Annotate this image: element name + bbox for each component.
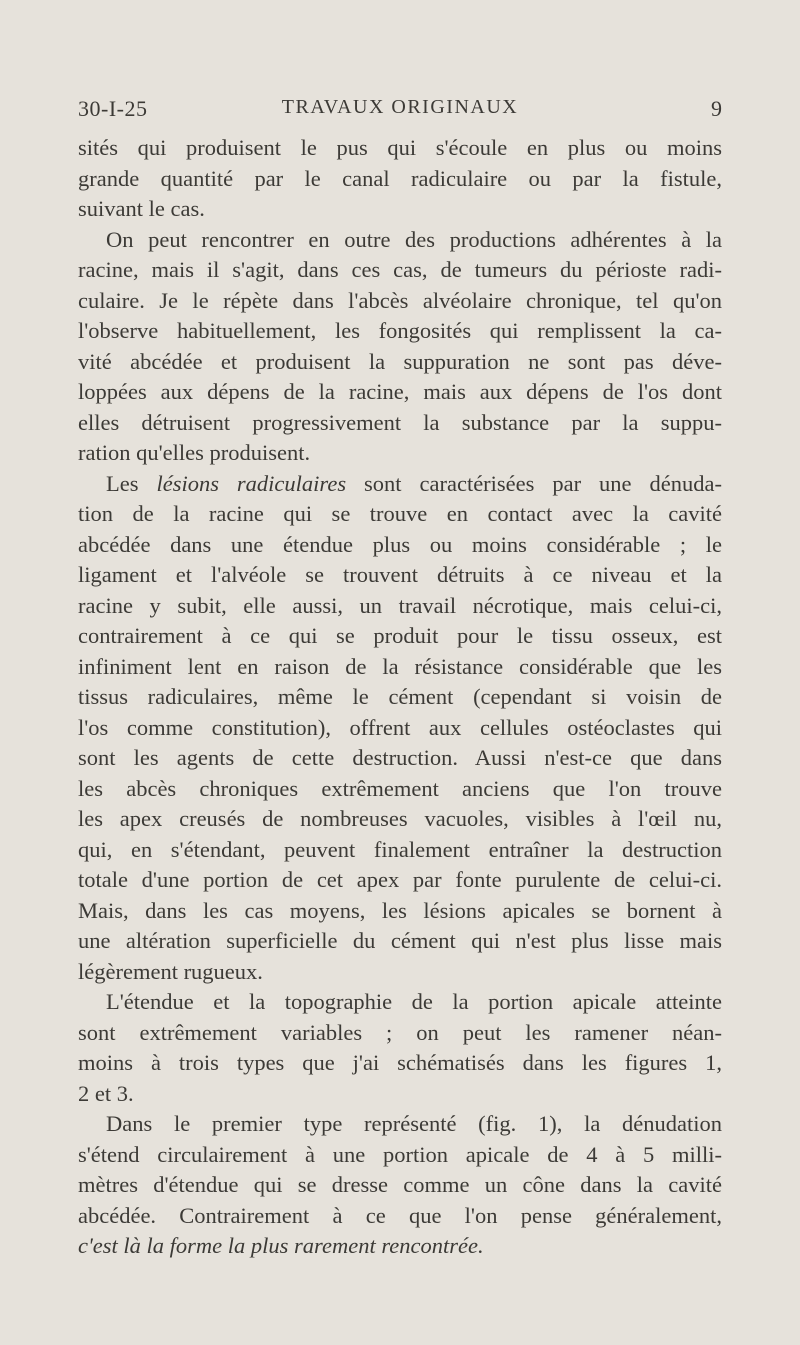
text-line: elles détruisent progressivement la substance par la suppu- xyxy=(78,409,722,435)
text-line: l'os comme constitution), offrent aux cellules ostéoclastes qui xyxy=(78,714,722,740)
text-line: ligament et l'alvéole se trouvent détruits à ce niveau et la xyxy=(78,562,722,587)
text-line: vité abcédée et produisent la suppuration ne sont pas déve- xyxy=(78,348,722,374)
text-line: qui, en s'étendant, peuvent finalement entraîner la destruction xyxy=(78,836,722,862)
text-line: suivant le cas. xyxy=(78,196,205,221)
text-line: ration qu'elles produisent. xyxy=(78,440,311,465)
text-line: tion de la racine qui se trouve en contact avec la cavité xyxy=(78,501,722,526)
page-number: 9 xyxy=(711,96,722,121)
text-line: contrairement à ce qui se produit pour le tissu osseux, est xyxy=(78,623,722,648)
header-title: TRAVAUX ORIGINAUX xyxy=(281,96,519,118)
text-line: racine y subit, elle aussi, un travail nécrotique, mais celui-ci, xyxy=(78,592,722,618)
text-line: L'étendue et la topographie de la portion apicale atteinte xyxy=(106,989,722,1014)
text-line: infiniment lent en raison de la résistance considérable que les xyxy=(78,653,722,679)
text-line: culaire. Je le répète dans l'abcès alvéolaire chronique, tel qu'on xyxy=(78,287,722,313)
text-line: 2 et 3. xyxy=(78,1080,134,1106)
text-line: mètres d'étendue qui se dresse comme un cône dans la cavité xyxy=(78,1172,722,1197)
text-line: racine, mais il s'agit, dans ces cas, de tumeurs du périoste radi- xyxy=(78,257,722,282)
text-line: s'étend circulairement à une portion apicale de 4 à 5 milli- xyxy=(78,1141,722,1167)
text-line: sont extrêmement variables ; on peut les ramener néan- xyxy=(78,1019,722,1045)
text-line: légèrement rugueux. xyxy=(78,958,263,984)
header-date: 30-I-25 xyxy=(78,96,148,121)
italic-term: lésions radiculaires xyxy=(156,470,347,496)
text-line: Dans le premier type représenté (fig. 1), la dénudation xyxy=(106,1111,722,1136)
text-line xyxy=(78,469,722,500)
text-fragment: Les xyxy=(106,470,157,496)
text-line: sont les agents de cette destruction. Aussi n'est-ce que dans xyxy=(78,745,722,770)
text-fragment: sont caractérisées par une dénuda- xyxy=(346,470,722,496)
text-line: abcédée. Contrairement à ce que l'on pense généralement, xyxy=(78,1202,722,1228)
text-line: sités qui produisent le pus qui s'écoule en plus ou moins xyxy=(78,135,722,160)
running-header xyxy=(78,96,722,130)
text-line: les abcès chroniques extrêmement anciens que l'on trouve xyxy=(78,775,722,801)
body-text xyxy=(78,133,722,1262)
text-line: Mais, dans les cas moyens, les lésions apicales se bornent à xyxy=(78,897,722,923)
text-line: l'observe habituellement, les fongosités qui remplissent la ca- xyxy=(78,318,722,343)
text-line xyxy=(78,1231,722,1262)
text-line: tissus radiculaires, même le cément (cependant si voisin de xyxy=(78,684,722,709)
text-line: On peut rencontrer en outre des productions adhérentes à la xyxy=(106,226,722,252)
text-line: loppées aux dépens de la racine, mais aux dépens de l'os dont xyxy=(78,379,722,404)
text-line: une altération superficielle du cément qui n'est plus lisse mais xyxy=(78,928,722,953)
text-line: totale d'une portion de cet apex par fonte purulente de celui-ci. xyxy=(78,867,722,892)
text-line: les apex creusés de nombreuses vacuoles, visibles à l'œil nu, xyxy=(78,806,722,831)
text-line: moins à trois types que j'ai schématisés dans les figures 1, xyxy=(78,1050,722,1075)
italic-sentence: c'est là la forme la plus rarement rencontrée. xyxy=(78,1233,484,1258)
text-line: abcédée dans une étendue plus ou moins considérable ; le xyxy=(78,531,722,557)
text-line: grande quantité par le canal radiculaire ou par la fistule, xyxy=(78,165,722,191)
